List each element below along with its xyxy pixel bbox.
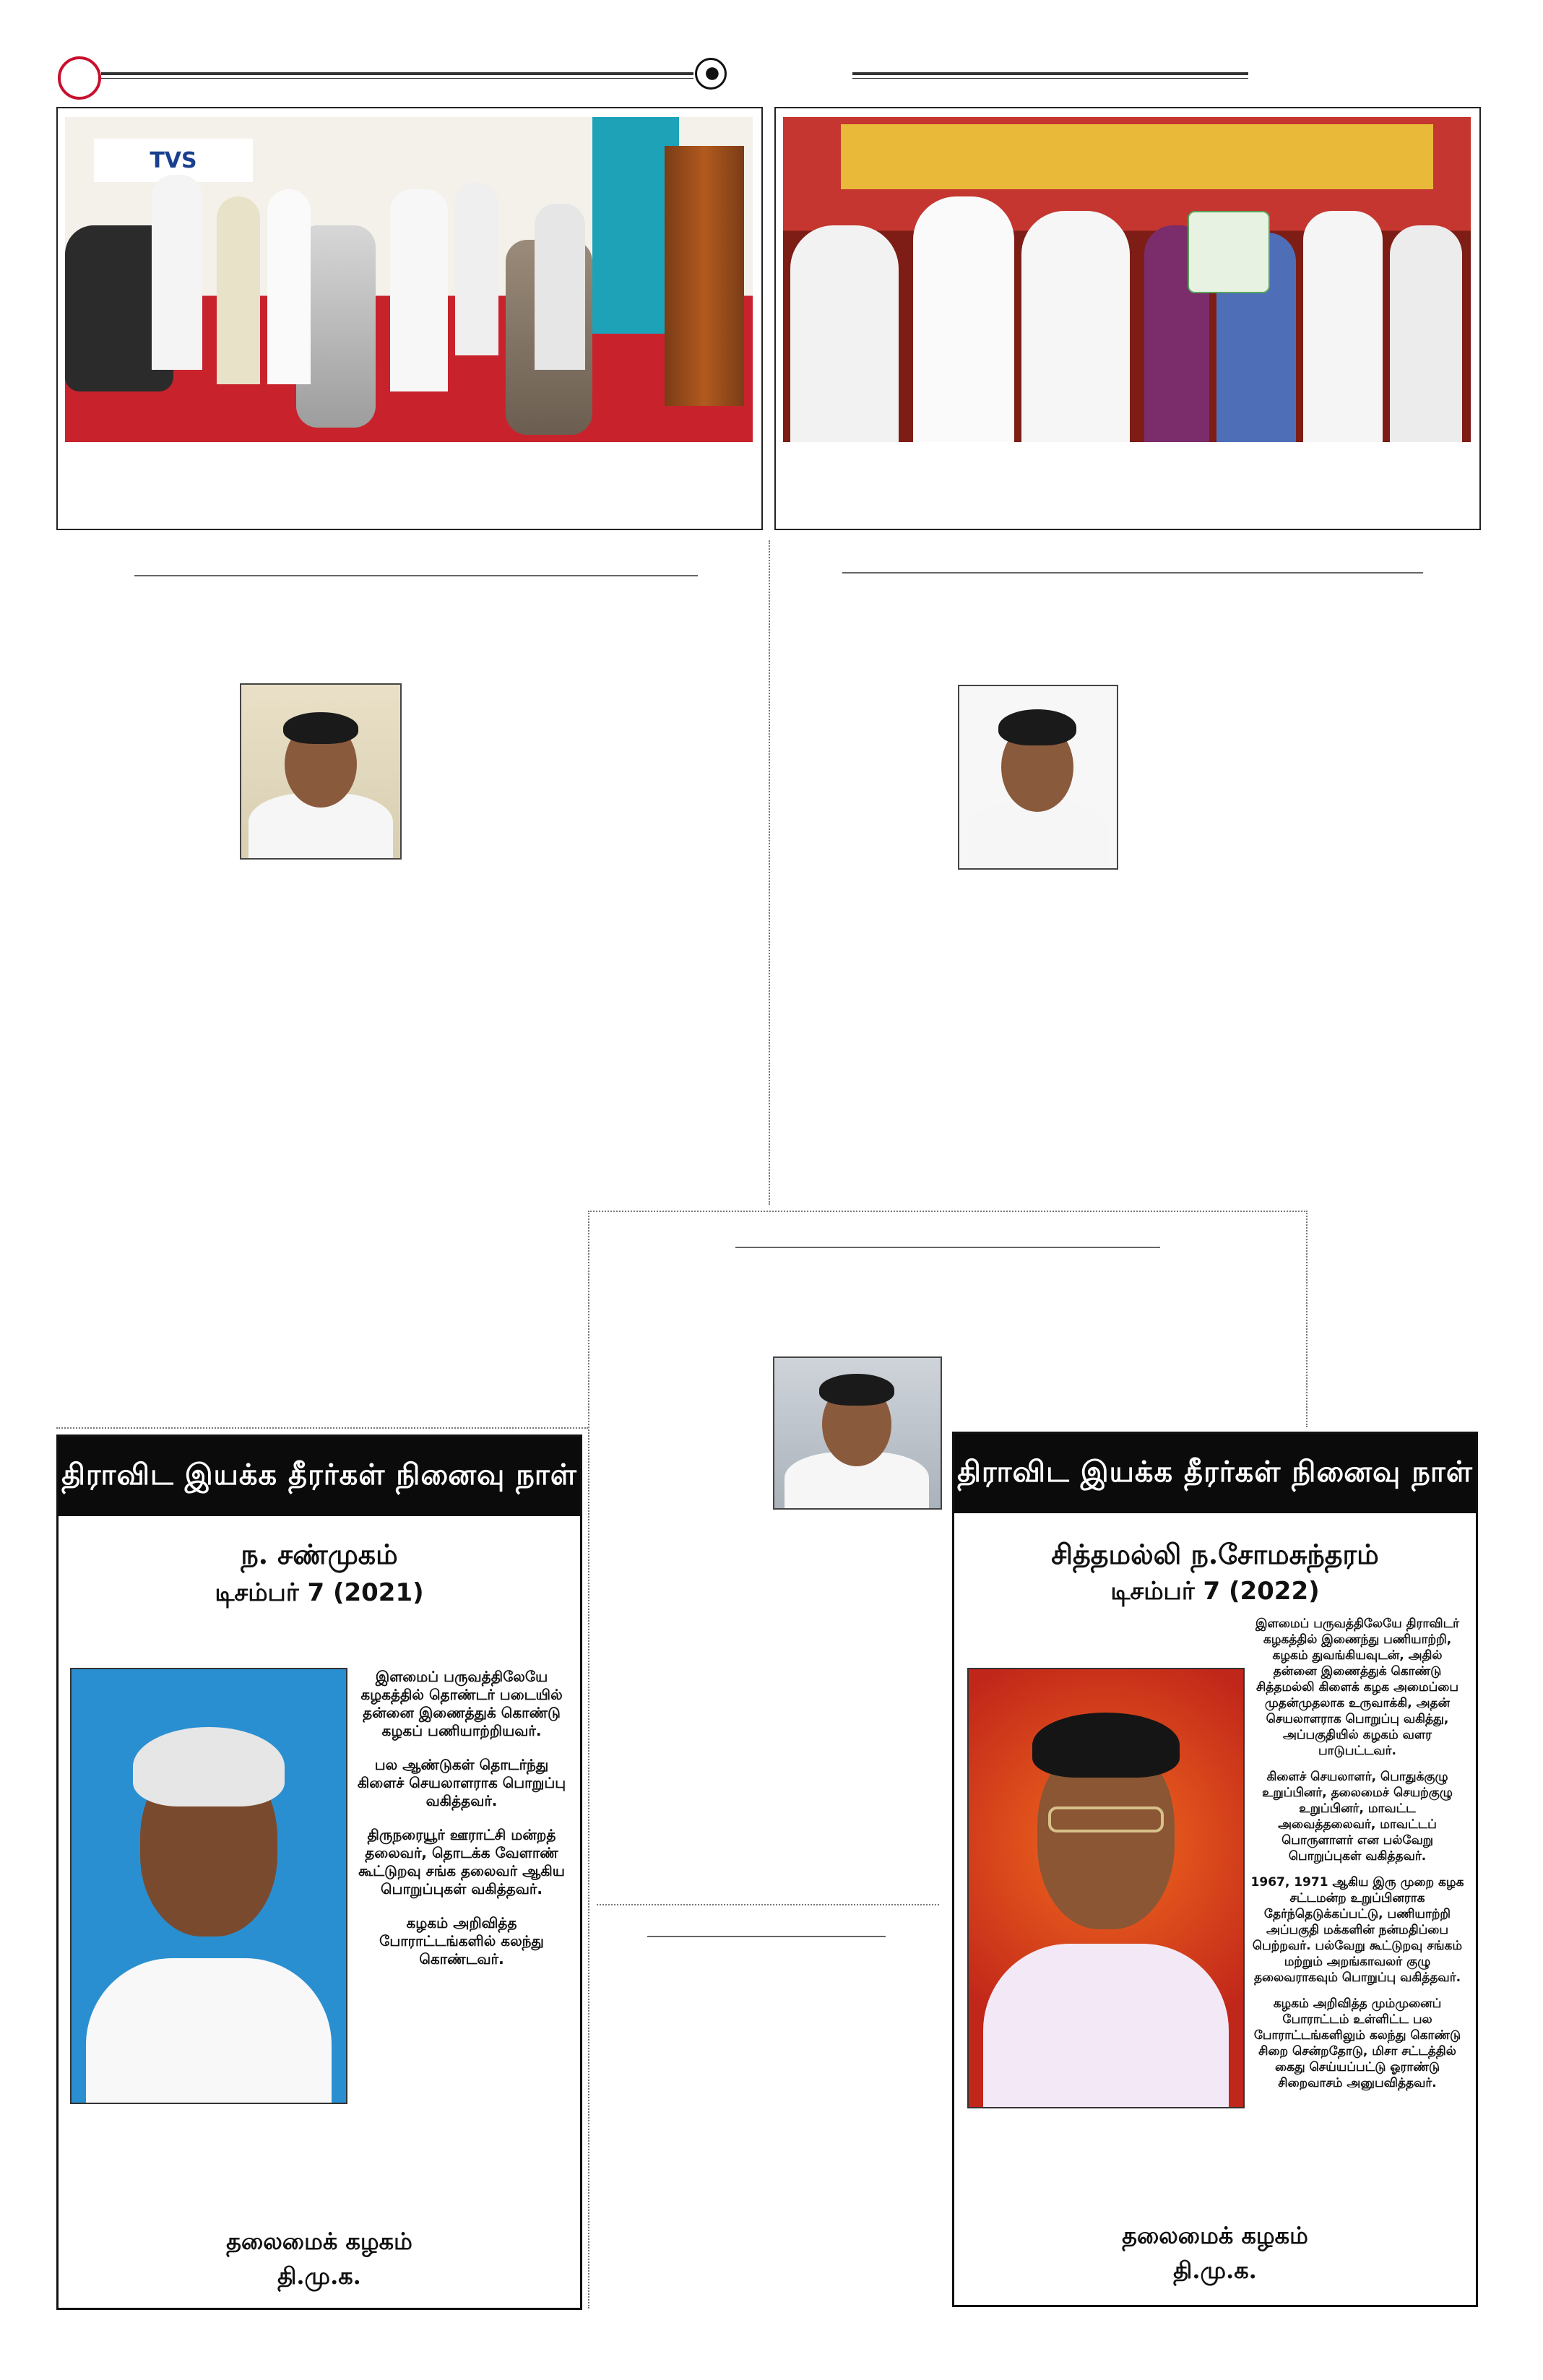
section-rule-left bbox=[134, 575, 698, 576]
middle-lower-rule bbox=[647, 1936, 886, 1937]
signage-text: TVS bbox=[150, 147, 197, 173]
masthead-rule bbox=[101, 72, 693, 75]
memorial-photo bbox=[967, 1668, 1245, 2108]
middle-box-top bbox=[588, 1211, 1308, 1212]
memorial-banner: திராவிட இயக்க தீரர்கள் நினைவு நாள் bbox=[59, 1437, 580, 1516]
middle-box-right bbox=[1306, 1211, 1308, 1427]
memorial-ad-left bbox=[56, 1435, 582, 2310]
memorial-date: டிசம்பர் 7 (2022) bbox=[1110, 1577, 1320, 1606]
memorial-banner: திராவிட இயக்க தீரர்கள் நினைவு நாள் bbox=[954, 1434, 1476, 1513]
section-rule-right bbox=[842, 572, 1423, 574]
column-divider bbox=[769, 540, 770, 1205]
party-emblem-icon bbox=[695, 58, 727, 90]
bio-paragraph: கழகம் அறிவித்த போராட்டங்களில் கலந்து கொண்டவர். bbox=[379, 1914, 544, 1968]
memorial-footer bbox=[59, 2224, 580, 2293]
memorial-footer bbox=[954, 2218, 1476, 2288]
portrait-right bbox=[958, 685, 1118, 870]
bio-paragraph: இளமைப் பருவத்திலேயே கழகத்தில் தொண்டர் படையில் தன்னை இணைத்துக் கொண்டு கழகப் பணியாற்றியவர். bbox=[360, 1668, 563, 1739]
footer-line1: தலைமைக் கழகம் bbox=[1122, 2222, 1308, 2249]
left-ad-top-dotted bbox=[56, 1427, 588, 1429]
memorial-name: சித்தமல்லி ந.சோமசுந்தரம் bbox=[1051, 1538, 1379, 1570]
event-banner bbox=[841, 124, 1433, 189]
middle-box-left bbox=[588, 1211, 589, 2308]
memorial-bio bbox=[1249, 1616, 1466, 2091]
bio-paragraph: திருநரையூர் ஊராட்சி மன்றத் தலைவர், தொடக்க வேளாண் கூட்டுறவு சங்க தலைவர் ஆகிய பொறுப்புகள் வகித்தவர். bbox=[358, 1826, 565, 1897]
crowd bbox=[152, 160, 600, 399]
footer-line2: தி.மு.க. bbox=[277, 2262, 361, 2290]
footer-line1: தலைமைக் கழகம் bbox=[226, 2228, 412, 2255]
showroom-door bbox=[665, 146, 744, 406]
photo-showroom bbox=[65, 117, 753, 442]
gift-bag bbox=[1188, 211, 1270, 293]
bio-paragraph: கிளைச் செயலாளர், பொதுக்குழு உறுப்பினர், தலைமைச் செயற்குழு உறுப்பினர், மாவட்ட அவைத்தலைவர், மாவட்டப் பொருளாளர் என பல்வேறு பொறுப்புகள் வகித்தவர். bbox=[1262, 1770, 1453, 1864]
middle-lower-divider bbox=[597, 1904, 939, 1905]
bio-paragraph: 1967, 1971 ஆகிய இரு முறை கழக சட்டமன்ற உறுப்பினராக தேர்ந்தெடுக்கப்பட்டு, பணியாற்றி அப்பகுதி மக்களின் நன்மதிப்பை பெற்றவர். பல்வேறு கூட்டுறவு சங்கம் மற்றும் அறங்காவலர் குழு தலைவராகவும் பொறுப்பு வகித்தவர். bbox=[1250, 1875, 1464, 1985]
middle-rule bbox=[735, 1247, 1160, 1248]
memorial-date: டிசம்பர் 7 (2021) bbox=[215, 1578, 424, 1607]
masthead-rule-right bbox=[852, 72, 1248, 75]
portrait-left bbox=[240, 683, 402, 860]
portrait-middle bbox=[773, 1356, 942, 1510]
memorial-ad-right bbox=[952, 1432, 1478, 2307]
bio-paragraph: பல ஆண்டுகள் தொடர்ந்து கிளைச் செயலாளராக பொறுப்பு வகித்தவர். bbox=[357, 1756, 566, 1809]
bio-paragraph: இளமைப் பருவத்திலேயே திராவிடர் கழகத்தில் இணைந்து பணியாற்றி, கழகம் துவங்கியவுடன், அதில் தன்னை இணைத்துக் கொண்டு சித்தமல்லி கிளைக் கழக அமைப்பை முதன்முதலாக உருவாக்கி, அதன் செயலாளராக பொறுப்பு வகித்து, அப்பகுதியில் கழகம் வளர பாடுபட்டவர். bbox=[1255, 1617, 1459, 1758]
masthead-circle bbox=[58, 56, 101, 100]
footer-line2: தி.மு.க. bbox=[1173, 2256, 1257, 2284]
photo-event bbox=[783, 117, 1471, 442]
event-crowd bbox=[783, 182, 1471, 442]
memorial-bio bbox=[355, 1668, 569, 1984]
masthead-rule-thin bbox=[101, 78, 693, 79]
memorial-name: ந. சண்முகம் bbox=[241, 1538, 398, 1570]
masthead-rule-right-thin bbox=[852, 78, 1248, 79]
bio-paragraph: கழகம் அறிவித்த மும்முனைப் போராட்டம் உள்ளிட்ட பல போராட்டங்களிலும் கலந்து கொண்டு சிறை சென்றதோடு, மிசா சட்டத்தில் கைது செய்யப்பட்டு ஓராண்டு சிறைவாசம் அனுபவித்தவர். bbox=[1253, 1996, 1461, 2090]
memorial-photo bbox=[70, 1668, 347, 2104]
